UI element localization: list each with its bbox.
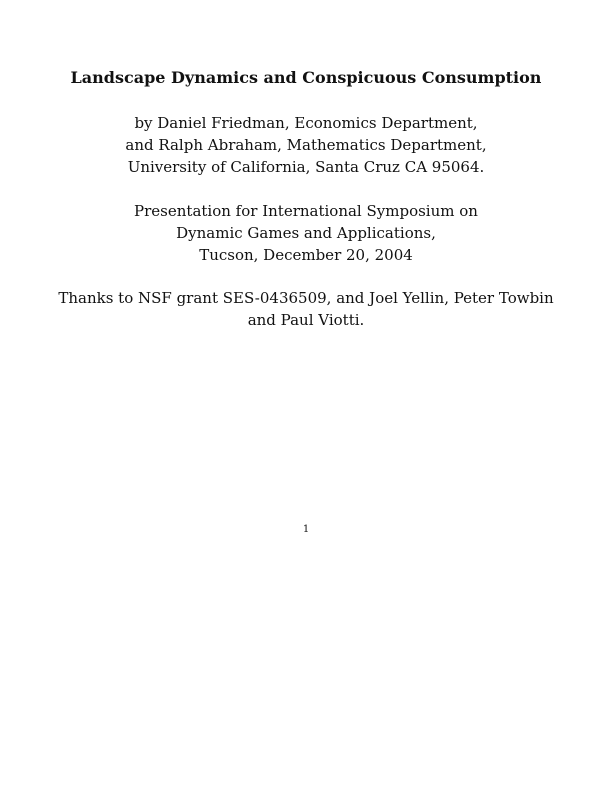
acknowledgement-line: Thanks to NSF grant SES-0436509, and Joel Yellin, Peter Towbin (58, 289, 554, 307)
paper-title: Landscape Dynamics and Conspicuous Consumption (70, 68, 542, 87)
presentation-line: Presentation for International Symposium on (134, 202, 478, 220)
acknowledgement-line: and Paul Viotti. (247, 311, 365, 329)
author-affiliations (40, 112, 572, 178)
acknowledgements (40, 287, 572, 331)
author-line: and Ralph Abraham, Mathematics Department, (125, 136, 487, 154)
author-line: by Daniel Friedman, Economics Department, (134, 114, 478, 132)
presentation-info (40, 200, 572, 266)
page-number: 1 (302, 524, 310, 535)
affiliation-line: University of California, Santa Cruz CA 95064. (127, 158, 485, 176)
presentation-line: Tucson, December 20, 2004 (199, 246, 413, 264)
presentation-line: Dynamic Games and Applications, (176, 224, 436, 242)
